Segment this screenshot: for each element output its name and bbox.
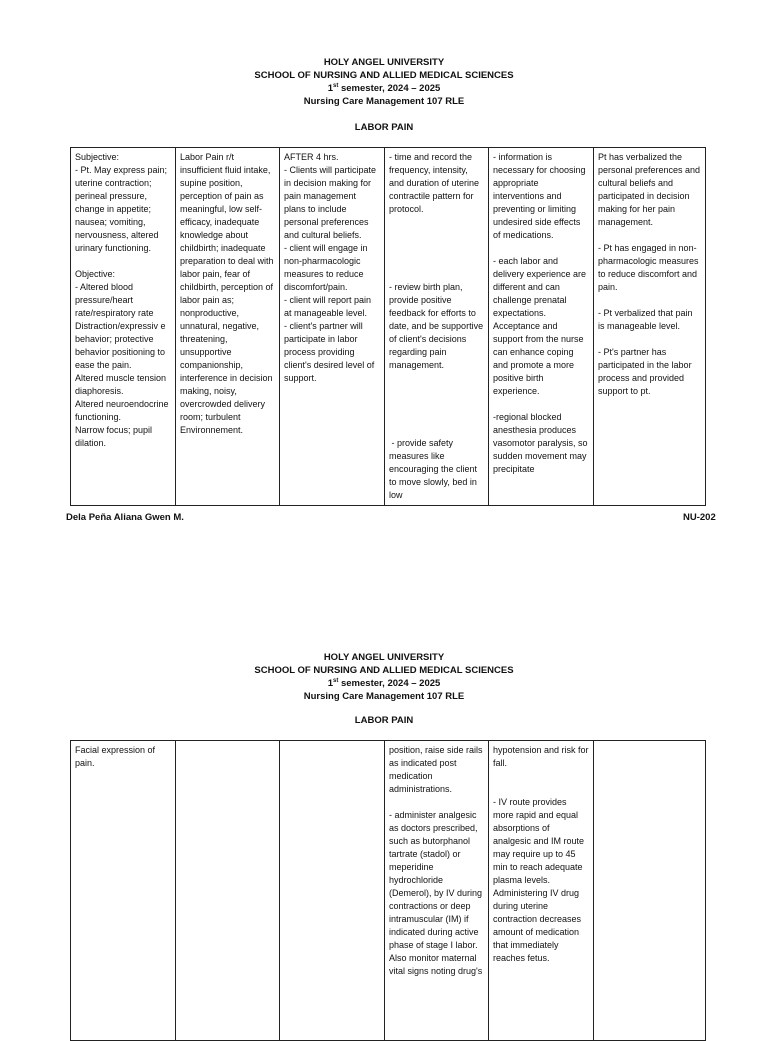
semester-suffix: st xyxy=(333,82,339,89)
course-name: Nursing Care Management 107 RLE xyxy=(303,691,465,702)
university-name: HOLY ANGEL UNIVERSITY xyxy=(323,652,445,663)
school-name: SCHOOL OF NURSING AND ALLIED MEDICAL SCIENCES xyxy=(254,70,514,81)
school-name: SCHOOL OF NURSING AND ALLIED MEDICAL SCIENCES xyxy=(254,665,514,676)
semester-line xyxy=(0,677,768,690)
diagnosis-cell xyxy=(176,741,280,1041)
section-code: NU-202 xyxy=(683,512,716,523)
semester-line xyxy=(0,82,768,95)
care-plan-table xyxy=(70,740,706,1041)
student-name: Dela Peña Aliana Gwen M. xyxy=(66,512,184,523)
planning-cell: AFTER 4 hrs. - Clients will participate in decision making for pain management plans to include personal preferences and cultural beliefs. - client will engage in non-pharmacologic measures to reduce discomfort/pain. - client will report pain at manageable level. - client's partner will participate in labor process providing client's desired level of support. xyxy=(280,148,385,506)
evaluation-cell: Pt has verbalized the personal preferences and cultural beliefs and participated in decision making for her pain management. - Pt has engaged in non-pharmacologic measures to reduce discomfort and pain. - Pt verbalized that pain is manageable level. - Pt's partner has participated in the labor process and provided support to pt. xyxy=(594,148,706,506)
page-2 xyxy=(0,600,768,1024)
table-row xyxy=(71,741,706,1041)
evaluation-cell xyxy=(594,741,706,1041)
page-title: LABOR PAIN xyxy=(354,122,414,133)
semester-number: 1 xyxy=(327,83,333,94)
planning-cell xyxy=(280,741,385,1041)
intervention-cell: - time and record the frequency, intensity, and duration of uterine contractile pattern for protocol. - review birth plan, provide positive feedback for efforts to date, and be supportive of client's decisions regarding pain management. - provide safety measures like encouraging the client to move slowly, bed in low xyxy=(385,148,489,506)
semester-number: 1 xyxy=(327,678,333,689)
intervention-cell: position, raise side rails as indicated post medication administrations. - administer analgesic as doctors prescribed, such as butorphanol tartrate (stadol) or meperidine hydrochloride (Demerol), by IV during contractions or deep intramuscular (IM) if indicated during active phase of stage I labor. Also monitor maternal vital signs noting drug's xyxy=(385,741,489,1041)
diagnosis-cell: Labor Pain r/t insufficient fluid intake, supine position, perception of pain as meaningful, low self-efficacy, inadequate knowledge about childbirth; inadequate preparation to deal with labor pain, fear of childbirth, perception of labor pain as; nonproductive, unnatural, negative, threatening, unsupportive companionship, interference in decision making, noisy, overcrowded delivery room; turbulent Environnement. xyxy=(176,148,280,506)
rationale-cell: - information is necessary for choosing appropriate interventions and preventing or limiting undesired side effects of medications. - each labor and delivery experience are different and can challenge prenatal expectations. Acceptance and support from the nurse can enhance coping and promote a more positive birth experience. -regional blocked anesthesia produces vasomotor paralysis, so sudden movement may precipitate xyxy=(489,148,594,506)
table-row xyxy=(71,148,706,506)
assessment-cell: Subjective: - Pt. May express pain; uterine contraction; perineal pressure, change in appetite; nausea; vomiting, nervousness, altered urinary functioning. Objective: - Altered blood pressure/heart rate/respiratory rate Distraction/expressiv e behavior; protective behavior positioning to ease the pain. Altered muscle tension diaphoresis. Altered neuroendocrine functioning. Narrow focus; pupil dilation. xyxy=(71,148,176,506)
university-name: HOLY ANGEL UNIVERSITY xyxy=(323,57,445,68)
semester-text: semester, 2024 – 2025 xyxy=(338,678,441,689)
page-header xyxy=(0,56,768,108)
rationale-cell: hypotension and risk for fall. - IV route provides more rapid and equal absorptions of analgesic and IM route may require up to 45 min to reach adequate plasma levels. Administering IV drug during uterine contraction decreases amount of medication that immediately reaches fetus. xyxy=(489,741,594,1041)
page-title: LABOR PAIN xyxy=(354,715,414,726)
semester-text: semester, 2024 – 2025 xyxy=(338,83,441,94)
course-name: Nursing Care Management 107 RLE xyxy=(303,96,465,107)
semester-suffix: st xyxy=(333,677,339,684)
care-plan-table xyxy=(70,147,706,506)
page-header xyxy=(0,651,768,703)
assessment-cell: Facial expression of pain. xyxy=(71,741,176,1041)
